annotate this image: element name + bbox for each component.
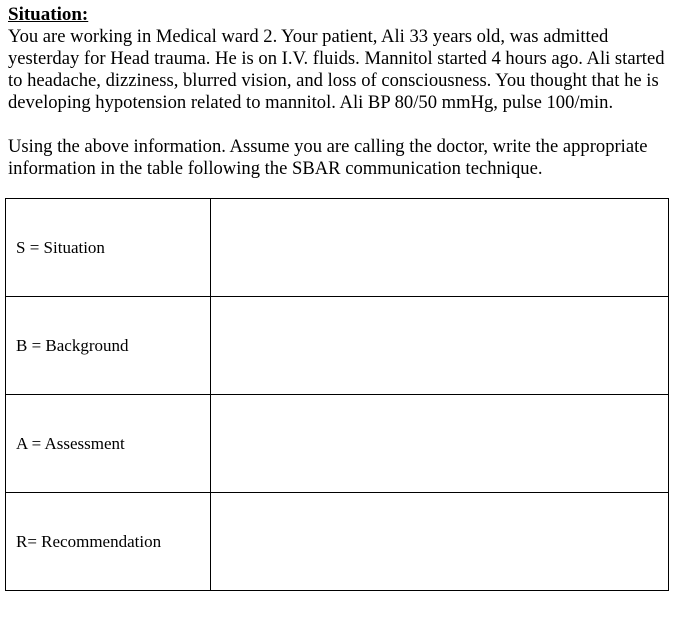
sbar-answer-assessment[interactable] [211,395,669,493]
sbar-row-recommendation [6,493,669,591]
sbar-answer-situation[interactable] [211,199,669,297]
sbar-row-background [6,297,669,395]
page-heading: Situation: [8,4,89,25]
sbar-row-assessment [6,395,669,493]
instruction-paragraph: Using the above information. Assume you are calling the doctor, write the appropriate information in the table following the SBAR communication technique. [8,136,648,179]
sbar-row-situation [6,199,669,297]
sbar-table [5,198,669,591]
sbar-label-recommendation: R= Recommendation [6,493,211,591]
sbar-label-assessment: A = Assessment [6,395,211,493]
sbar-answer-background[interactable] [211,297,669,395]
sbar-label-situation: S = Situation [6,199,211,297]
sbar-answer-recommendation[interactable] [211,493,669,591]
scenario-paragraph: You are working in Medical ward 2. Your patient, Ali 33 years old, was admitted yesterday for Head trauma. He is on I.V. fluids. Mannitol started 4 hours ago. Ali started to headache, dizziness, blurred vision, and loss of consciousness. You thought that he is developing hypotension related to mannitol. Ali BP 80/50 mmHg, pulse 100/min. [8,26,665,113]
sbar-label-background: B = Background [6,297,211,395]
